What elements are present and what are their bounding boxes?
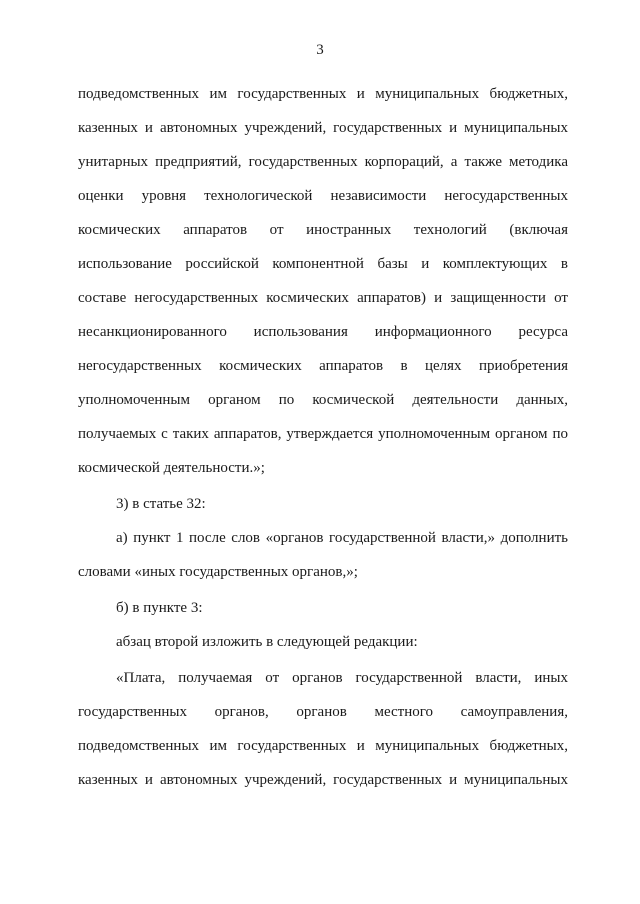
- text-line: негосударственных космических аппаратов в целях приобретения: [78, 358, 568, 374]
- text-line: космической деятельности.»;: [78, 460, 265, 476]
- text-line: получаемых с таких аппаратов, утверждается уполномоченным органом по: [78, 426, 568, 442]
- text-line: «Плата, получаемая от органов государственной власти, иных: [116, 670, 568, 686]
- text-line: словами «иных государственных органов,»;: [78, 564, 358, 580]
- text-line: подведомственных им государственных и муниципальных бюджетных,: [78, 86, 568, 102]
- text-line: а) пункт 1 после слов «органов государственной власти,» дополнить: [116, 530, 568, 546]
- text-line: уполномоченным органом по космической деятельности данных,: [78, 392, 568, 408]
- text-line: 3) в статье 32:: [116, 496, 206, 512]
- text-line: несанкционированного использования информационного ресурса: [78, 324, 568, 340]
- text-line: унитарных предприятий, государственных корпораций, а также методика: [78, 154, 568, 170]
- text-line: космических аппаратов от иностранных технологий (включая: [78, 222, 568, 238]
- text-line: государственных органов, органов местного самоуправления,: [78, 704, 568, 720]
- text-line: абзац второй изложить в следующей редакции:: [116, 634, 418, 650]
- text-line: казенных и автономных учреждений, государственных и муниципальных: [78, 772, 568, 788]
- text-line: оценки уровня технологической независимости негосударственных: [78, 188, 568, 204]
- text-line: использование российской компонентной базы и комплектующих в: [78, 256, 568, 272]
- page-number: 3: [316, 42, 324, 58]
- text-line: казенных и автономных учреждений, государственных и муниципальных: [78, 120, 568, 136]
- text-line: составе негосударственных космических аппаратов) и защищенности от: [78, 290, 568, 306]
- text-line: б) в пункте 3:: [116, 600, 203, 616]
- text-line: подведомственных им государственных и муниципальных бюджетных,: [78, 738, 568, 754]
